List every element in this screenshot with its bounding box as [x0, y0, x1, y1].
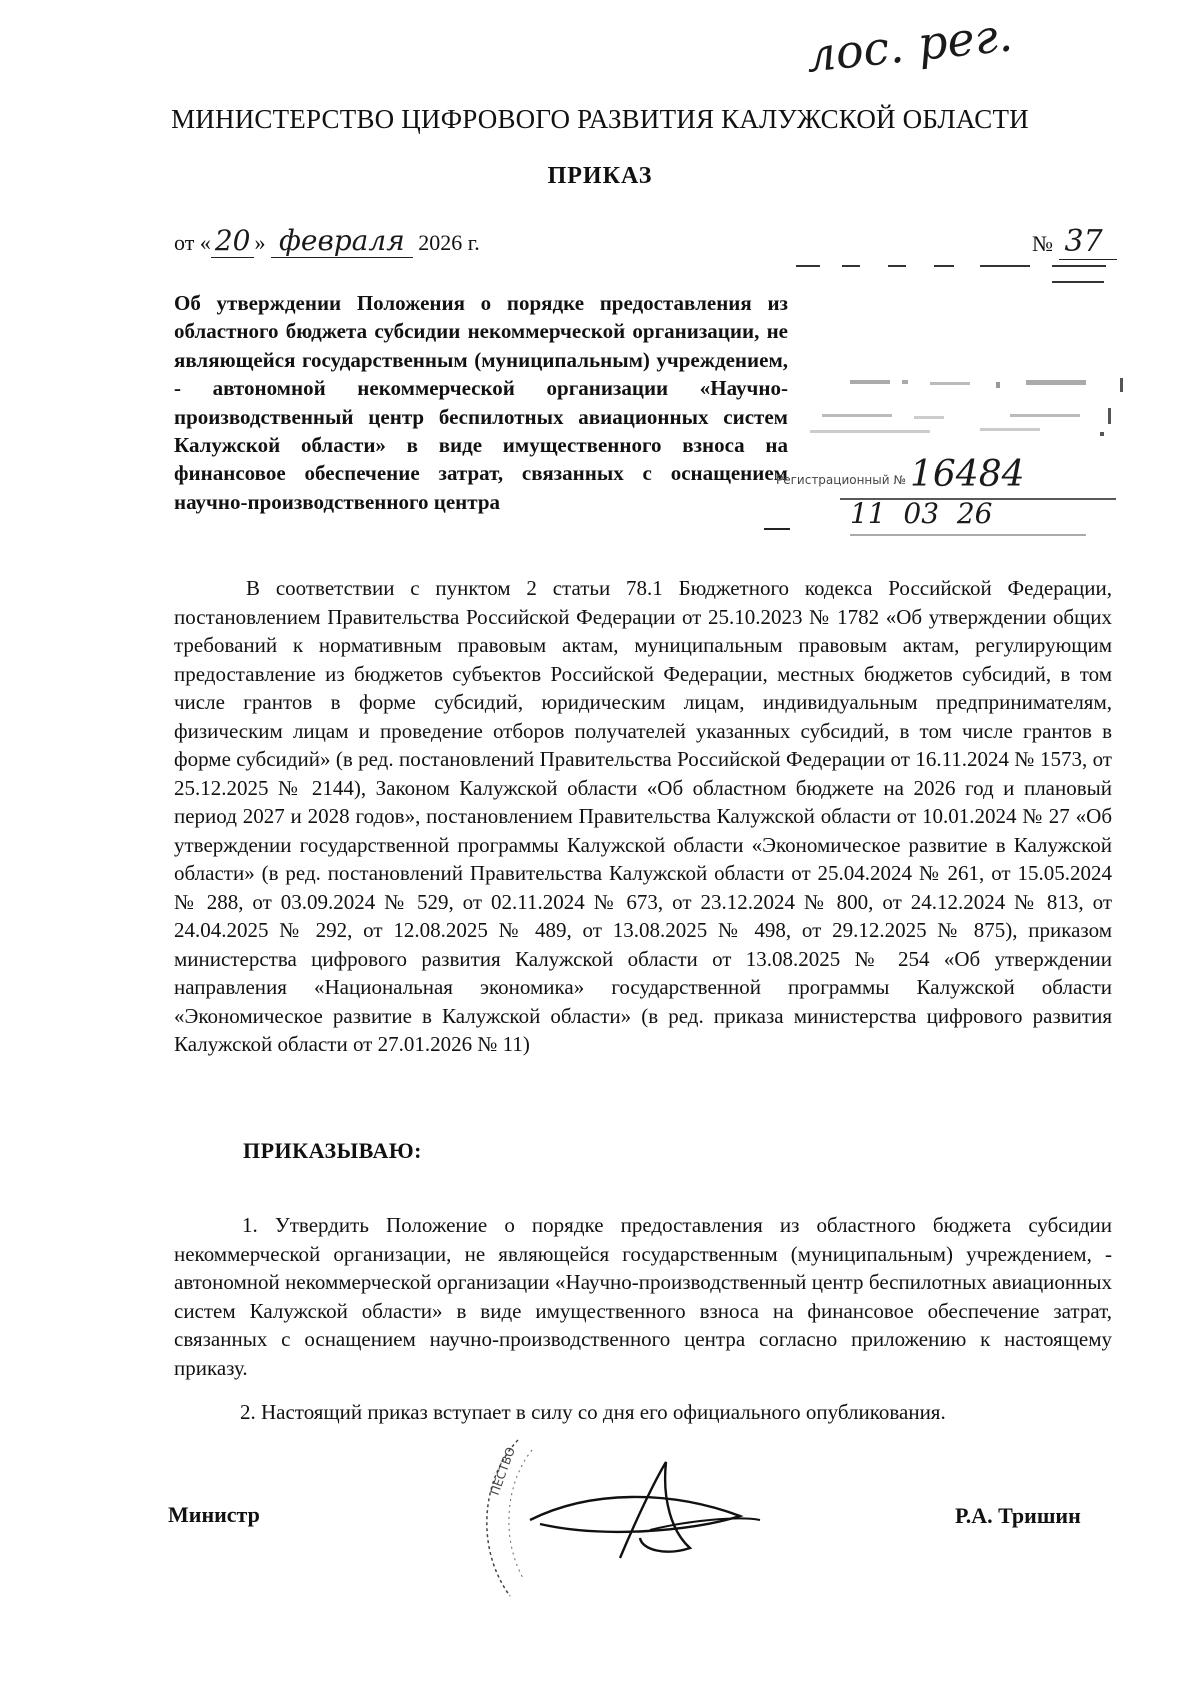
- order-word: ПРИКАЗЫВАЮ:: [243, 1138, 422, 1163]
- registration-date: 11 03 26: [850, 497, 993, 530]
- ministry-header: МИНИСТЕРСТВО ЦИФРОВОГО РАЗВИТИЯ КАЛУЖСКОЙ ОБЛАСТИ: [171, 104, 1029, 134]
- number-line: [1032, 224, 1117, 259]
- preamble-paragraph: В соответствии с пунктом 2 статьи 78.1 Бюджетного кодекса Российской Федерации, постановлением Правительства Российской Федерации от 25.10.2023 № 1782 «Об утверждении общих требований к нормативным правовым актам, муниципальным правовым актам, регулирующим предоставление из бюджетов субъектов Российской Федерации, местных бюджетов субсидий, в том числе грантов в форме субсидий, юридическим лицам, индивидуальным предпринимателям, физическим лицам и проведение отборов получателей указанных субсидий, в том числе грантов в форме субсидий» (в ред. постановлений Правительства Российской Федерации от 16.11.2024 № 1573, от 25.12.2025 № 2144), Законом Калужской области «Об областном бюджете на 2026 год и плановый период 2027 и 2028 годов», постановлением Правительства Калужской области от 10.01.2024 № 27 «Об утверждении государственной программы Калужской области «Экономическое развитие в Калужской области» (в ред. постановлений Правительства Калужской области от 25.04.2024 № 261, от 15.05.2024 № 288, от 03.09.2024 № 529, от 02.11.2024 № 673, от 23.12.2024 № 800, от 24.12.2024 № 813, от 24.04.2025 № 292, от 12.08.2025 № 489, от 13.08.2025 № 498, от 29.12.2025 № 875), приказом министерства цифрового развития Калужской области от 13.08.2025 № 254 «Об утверждении направления «Национальная экономика» государственной программы Калужской области «Экономическое развитие в Калужской области» (в ред. приказа министерства цифрового развития Калужской области от 27.01.2026 № 11): [174, 576, 1112, 1056]
- seal-and-signature: [440, 1420, 860, 1610]
- registration-label: Регистрационный №: [776, 473, 906, 487]
- order-item-1: 1. Утвердить Положение о порядке предоставления из областного бюджета субсидии некоммерческой организации, не являющейся государственным (муниципальным) учреждением, - автономной некоммерческой организации «Научно-производственный центр беспилотных авиационных систем Калужской области» в виде имущественного взноса на финансовое обеспечение затрат, связанных с оснащением научно-производственного центра согласно приложению к настоящему приказу.: [174, 1213, 1112, 1380]
- date-year: 2026 г.: [412, 230, 480, 255]
- signer-role: Министр: [168, 1502, 260, 1527]
- document-title: Об утверждении Положения о порядке предоставления из областного бюджета субсидии некоммерческой организации, не являющейся государственным (муниципальным) учреждением, - автономной некоммерческой организации «Научно-производственный центр беспилотных авиационных систем Калужской области» в виде имущественного взноса на финансовое обеспечение затрат, связанных с оснащением научно-производственного центра: [174, 291, 788, 514]
- svg-text:ПЕСТВО: ПЕСТВО: [487, 1445, 518, 1498]
- header-dashes: [790, 258, 1110, 288]
- date-middle: »: [254, 230, 271, 255]
- order-item-2: 2. Настоящий приказ вступает в силу со дня его официального опубликования.: [240, 1400, 946, 1424]
- date-day: 20: [211, 224, 255, 258]
- date-prefix: от «: [174, 230, 211, 255]
- title-end-dash: [762, 526, 792, 532]
- number-label: №: [1032, 231, 1059, 256]
- signer-name: Р.А. Тришин: [955, 1503, 1081, 1528]
- document-type: ПРИКАЗ: [547, 163, 653, 189]
- stamp-artifacts: [790, 370, 1150, 460]
- handwritten-note: лос. рег.: [803, 7, 1015, 83]
- date-line: [174, 224, 480, 257]
- date-month: февраля: [271, 224, 413, 258]
- registration-date-underline: [850, 532, 1090, 538]
- order-number: 37: [1059, 224, 1117, 260]
- registration-number: 16484: [910, 454, 1025, 495]
